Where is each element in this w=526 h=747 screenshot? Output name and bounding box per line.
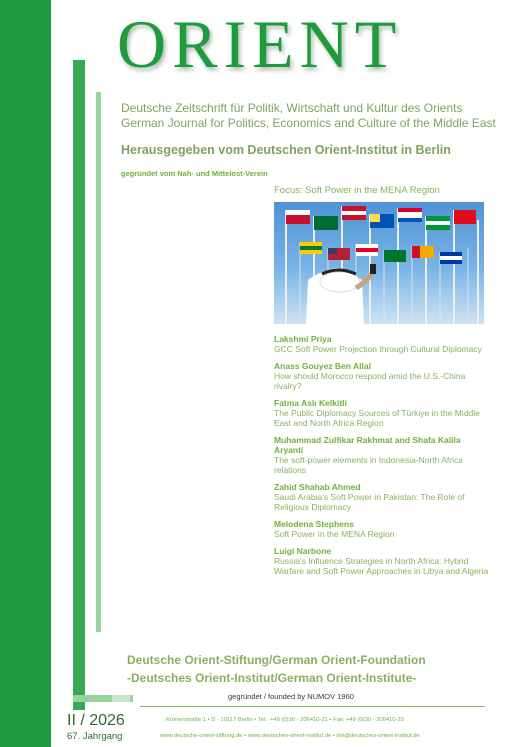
article-list <box>274 334 489 583</box>
bottom-pale-stub <box>112 695 130 702</box>
article-author: Melodena Stephens <box>274 519 354 529</box>
article-author: Anass Gouyez Ben Allal <box>274 361 371 371</box>
article-author: Fatma Aslı Kelkitli <box>274 398 347 408</box>
footer-divider <box>140 706 485 707</box>
thin-green-stripe <box>96 92 101 632</box>
volume-label: 67. Jahrgang <box>67 731 123 742</box>
article-title: How should Morocco respond amid the U.S.-China rivalry? <box>274 371 466 391</box>
contact-address: Kronenstraße 1 • D - 10117 Berlin • Tel.: +49 (0)30 - 206410-21 • Fax: +49 (0)30 - 206410-29 <box>166 717 404 723</box>
issue-number: II / 2026 <box>67 712 125 729</box>
subtitle-german: Deutsche Zeitschrift für Politik, Wirtschaft und Kultur des Orients <box>121 101 463 115</box>
article-item <box>274 398 489 428</box>
article-item <box>274 334 489 354</box>
article-item <box>274 361 489 391</box>
numov-line: gegründet / founded by NUMOV 1960 <box>228 692 354 701</box>
journal-title: ORIENT <box>117 6 403 82</box>
foundation-name: Deutsche Orient-Stiftung/German Orient-Foundation <box>127 653 426 667</box>
subtitle-english: German Journal for Politics, Economics and Culture of the Middle East <box>121 116 496 130</box>
contact-websites: www.deutsche-orient-stiftung.de • www.deutsches-orient-institut.de • doi@deutsches-orient-institut.de <box>160 733 420 739</box>
left-green-bar <box>0 0 51 747</box>
focus-heading: Focus: Soft Power in the MENA Region <box>274 185 440 196</box>
article-title: Saudi Arabia's Soft Power in Pakistan: The Role of Religious Diplomacy <box>274 492 465 512</box>
cover-photo <box>274 202 484 324</box>
article-title: GCC Soft Power Projection through Cultural Diplomacy <box>274 344 482 354</box>
article-item <box>274 519 489 539</box>
mid-green-stripe <box>73 60 85 710</box>
article-author: Muhammad Zulfikar Rakhmat and Shafa Kalila Aryanti <box>274 435 461 455</box>
institute-name: -Deutsches Orient-Institut/German Orient-Institute- <box>127 671 417 685</box>
article-title: Soft Power in the MENA Region <box>274 529 395 539</box>
article-item <box>274 482 489 512</box>
founded-by-line: gegründet vom Nah- und Mittelost-Verein <box>121 169 268 178</box>
article-item <box>274 546 489 576</box>
article-author: Luigi Narbone <box>274 546 332 556</box>
publisher-line: Herausgegeben vom Deutschen Orient-Institut in Berlin <box>121 143 451 157</box>
article-author: Zahid Shahab Ahmed <box>274 482 361 492</box>
article-title: The Public Diplomacy Sources of Türkiye in the Middle East and North Africa Region <box>274 408 480 428</box>
article-author: Lakshmi Priya <box>274 334 332 344</box>
flags-photo-illustration <box>274 202 484 324</box>
article-title: Russia's Influence Strategies in North Africa: Hybrid Warfare and Soft Power Approaches in Libya and Algeria <box>274 556 489 576</box>
article-item <box>274 435 489 475</box>
article-title: The soft-power elements in Indonesia-North Africa relations <box>274 455 463 475</box>
